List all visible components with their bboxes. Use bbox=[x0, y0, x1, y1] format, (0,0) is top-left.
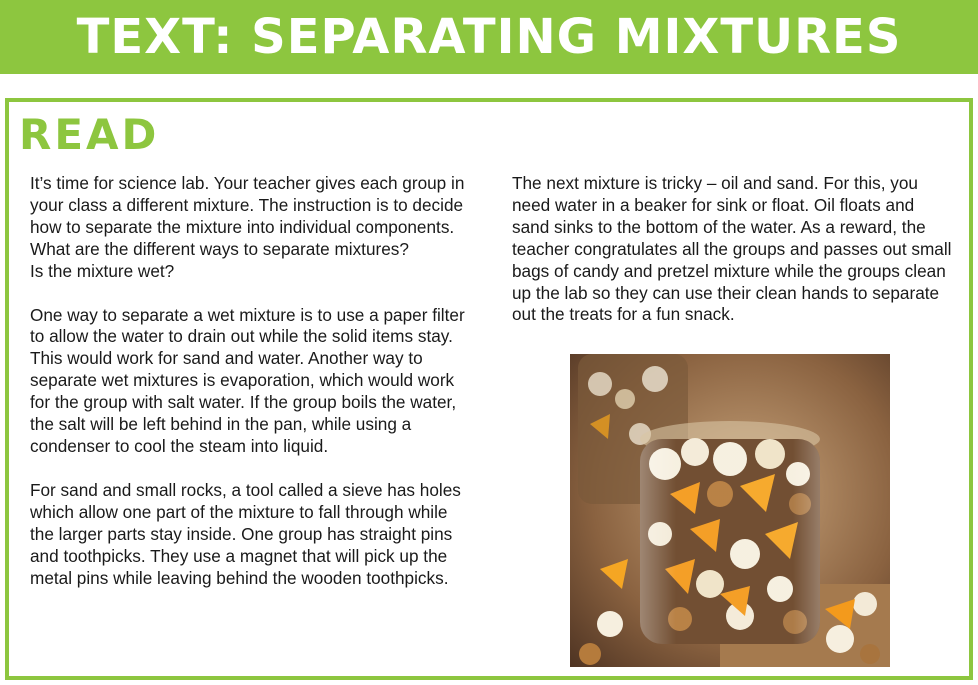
paragraph-intro bbox=[30, 173, 475, 283]
title-banner bbox=[0, 0, 978, 74]
paragraph-wet-mixture: One way to separate a wet mixture is to use a paper filter to allow the water to drain out while the solid items stay. This would work for sand and water. Another way to separate wet mixtures is evaporation, which would work for the group with salt water. If the group boils the water, the salt will be left behind in the pan, while using a condenser to cool the steam into liquid. bbox=[30, 304, 465, 456]
paragraph-sieve: For sand and small rocks, a tool called a sieve has holes which allow one part of the mixture to fall through while the larger parts stay inside. One group has straight pins and toothpicks. They use a magnet that will pick up the metal pins while leaving behind the wooden toothpicks. bbox=[30, 479, 461, 588]
intro-question: Is the mixture wet? bbox=[30, 260, 175, 281]
snack-mix-photo bbox=[570, 354, 890, 667]
right-text-column bbox=[512, 173, 952, 348]
page-title: TEXT: SEPARATING MIXTURES bbox=[76, 9, 902, 65]
left-text-column bbox=[30, 173, 475, 611]
reading-card bbox=[5, 98, 973, 680]
intro-text: It’s time for science lab. Your teacher gives each group in your class a different mixture. The instruction is to decide how to separate the mixture into individual components. What are the different ways to separate mixtures? bbox=[30, 173, 465, 259]
read-heading: READ bbox=[19, 110, 160, 159]
snack-jar-illustration bbox=[570, 354, 890, 667]
paragraph-oil-sand: The next mixture is tricky – oil and sand. For this, you need water in a beaker for sink or float. Oil floats and sand sinks to the bottom of the water. As a reward, the teacher congratulates all the groups and passes out small bags of candy and pretzel mixture while the groups clean up the lab so they can use their clean hands to separate out the treats for a fun snack. bbox=[512, 173, 952, 325]
